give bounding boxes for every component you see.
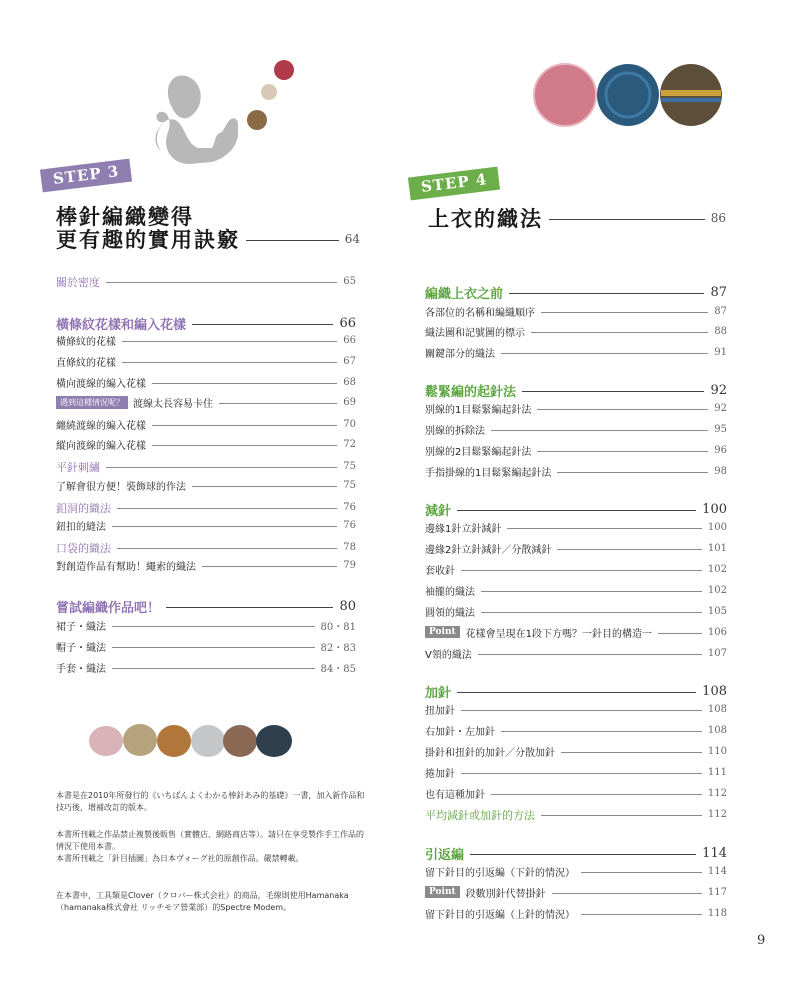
toc-label: 各部位的名稱和編織順序 xyxy=(425,307,535,319)
step3-title-row[interactable] xyxy=(56,226,360,252)
toc-entry[interactable] xyxy=(425,646,727,660)
point-badge: Point xyxy=(425,886,460,898)
toc-page-number: 102 xyxy=(707,584,727,596)
leader-line xyxy=(112,626,315,627)
step3-title-line2: 更有趣的實用訣竅 xyxy=(56,228,240,252)
toc-label: 圓領的織法 xyxy=(425,607,475,619)
toc-entry[interactable] xyxy=(56,518,356,532)
toc-page-number: 112 xyxy=(707,809,727,820)
toc-label: 手指掛線的1目鬆緊編起針法 xyxy=(425,467,552,479)
toc-entry[interactable] xyxy=(425,786,727,800)
toc-subsection[interactable] xyxy=(425,807,727,822)
toc-label: 別線的1目鬆緊編起針法 xyxy=(425,404,532,416)
toc-subsection[interactable] xyxy=(56,500,356,515)
leader-line xyxy=(531,332,708,333)
toc-label: 套收針 xyxy=(425,565,455,577)
toc-entry[interactable] xyxy=(425,304,727,318)
leader-line xyxy=(581,872,702,873)
toc-subsection[interactable] xyxy=(56,274,356,289)
toc-page-number: 75 xyxy=(343,461,356,472)
toc-label: 釦洞的織法 xyxy=(56,501,111,515)
toc-page-number: 100 xyxy=(707,521,727,533)
toc-page-number: 108 xyxy=(707,724,727,736)
toc-label: 編織上衣之前 xyxy=(425,286,504,302)
toc-section[interactable] xyxy=(425,844,727,862)
toc-page-number: 67 xyxy=(343,355,356,367)
toc-section[interactable] xyxy=(56,597,356,615)
toc-label: 留下針目的引返編（下針的情況） xyxy=(425,867,575,879)
toc-label: 織法圖和記號圖的標示 xyxy=(425,327,525,339)
toc-entry[interactable] xyxy=(56,375,356,389)
toc-entry[interactable] xyxy=(425,541,727,555)
toc-entry[interactable] xyxy=(56,333,356,347)
toc-label: 手套・織法 xyxy=(56,663,106,675)
toc-page-number: 98 xyxy=(714,465,727,477)
toc-label: 邊緣1針立針減針 xyxy=(425,523,502,535)
squirrel-icon xyxy=(155,75,238,164)
toc-page-number: 75 xyxy=(343,479,356,491)
toc-label: 平均減針或加針的方法 xyxy=(425,808,535,822)
leader-line xyxy=(457,692,696,693)
toc-label: 橫條紋花樣和編入花樣 xyxy=(56,317,187,333)
toc-page-number: 84・85 xyxy=(320,663,356,675)
toc-label: V領的織法 xyxy=(425,649,472,661)
toc-page-number: 111 xyxy=(707,766,727,778)
leader-line xyxy=(537,409,708,410)
note-revision: 本書是在2010年所發行的《いちばんよくわかる棒針あみ的基礎》一書，加入新作品和技巧後，增補改訂的版本。 xyxy=(56,791,365,812)
toc-page-number: 82・83 xyxy=(320,642,356,654)
toc-label: 加針 xyxy=(425,685,452,701)
toc-page-number: 88 xyxy=(714,325,727,337)
toc-page-number: 80・81 xyxy=(320,621,356,633)
step4-tag: STEP 4 xyxy=(408,167,501,201)
toc-entry[interactable] xyxy=(425,723,727,737)
note-materials: 在本書中，工具類是Clover（クロバー株式会社）的商品，毛線則使用Hamanaka（hamanaka株式會社 リッチモア營業部）的Spectre Modem。 xyxy=(56,891,349,912)
toc-page-number: 80 xyxy=(339,598,356,614)
page-number: 9 xyxy=(757,933,766,948)
toc-label: 花樣會呈現在1段下方嗎？一針目的構造一 xyxy=(465,628,653,640)
leader-line xyxy=(537,451,708,452)
leader-line xyxy=(461,773,702,774)
toc-label: 引返編 xyxy=(425,847,465,863)
leader-line xyxy=(509,293,704,294)
leader-line xyxy=(112,668,315,669)
toc-entry[interactable] xyxy=(425,885,727,899)
toc-entry[interactable] xyxy=(425,324,727,338)
toc-page-number: 78 xyxy=(343,542,356,553)
toc-entry[interactable] xyxy=(425,443,727,457)
leader-line xyxy=(117,508,337,509)
toc-label: 扭加針 xyxy=(425,705,455,717)
toc-label: 右加針・左加針 xyxy=(425,726,495,738)
step3-title-line1: 棒針編織變得 xyxy=(56,205,194,229)
toc-label: 關於密度 xyxy=(56,275,100,289)
toc-label: 也有這種加針 xyxy=(425,789,485,801)
toc-page-number: 72 xyxy=(343,438,356,450)
toc-label: 橫條紋的花樣 xyxy=(56,336,116,348)
toc-label: 留下針目的引返編（上針的情況） xyxy=(425,909,575,921)
leader-line xyxy=(112,526,337,527)
toc-entry[interactable] xyxy=(425,906,727,920)
leader-line xyxy=(117,548,337,549)
toc-entry[interactable] xyxy=(56,417,356,431)
toc-page-number: 76 xyxy=(343,519,356,531)
toc-entry[interactable] xyxy=(425,625,727,639)
toc-entry[interactable] xyxy=(56,478,356,492)
toc-entry[interactable] xyxy=(56,437,356,451)
toc-entry[interactable] xyxy=(56,639,356,653)
leader-line xyxy=(481,612,702,613)
leader-line xyxy=(481,591,702,592)
leader-line xyxy=(549,219,705,220)
squirrel-and-pompoms xyxy=(150,52,310,172)
leader-line xyxy=(557,549,702,550)
toc-page-number: 105 xyxy=(707,605,727,617)
toc-page-number: 79 xyxy=(343,559,356,571)
toc-page-number: 68 xyxy=(343,376,356,388)
toc-label: 邊緣2針立針減針／分散減針 xyxy=(425,544,552,556)
toc-page-number: 66 xyxy=(343,334,356,346)
toc-label: 鈕扣的縫法 xyxy=(56,521,106,533)
situation-badge: 遇到這種情況呢？ xyxy=(56,396,128,409)
leader-line xyxy=(501,731,702,732)
toc-entry[interactable] xyxy=(425,604,727,618)
leader-line xyxy=(106,467,337,468)
toc-label: 對創造作品有幫助！繩索的織法 xyxy=(56,561,196,573)
toc-page-number: 96 xyxy=(714,444,727,456)
toc-page-number: 65 xyxy=(343,276,356,287)
leader-line xyxy=(552,893,702,894)
point-badge: Point xyxy=(425,626,460,638)
leader-line xyxy=(491,794,702,795)
leader-line xyxy=(152,445,337,446)
toc-entry[interactable] xyxy=(425,345,727,359)
toc-entry[interactable] xyxy=(425,583,727,597)
toc-label: 嘗試編織作品吧！ xyxy=(56,600,161,616)
toc-label: 渡線太長容易卡住 xyxy=(133,398,213,410)
toc-page-number: 114 xyxy=(707,865,727,877)
leader-line xyxy=(152,383,337,384)
toc-section[interactable] xyxy=(425,283,727,301)
leader-line xyxy=(461,570,702,571)
step4-title-row[interactable] xyxy=(428,204,726,232)
toc-label: 段數別針代替掛針 xyxy=(465,888,546,900)
toc-section[interactable] xyxy=(56,314,356,332)
toc-label: 了解會很方便！裝飾球的作法 xyxy=(56,481,186,493)
toc-subsection[interactable] xyxy=(56,540,356,555)
toc-label: 平針刺繡 xyxy=(56,460,100,474)
toc-page-number: 112 xyxy=(707,787,727,799)
toc-label: 縱向渡線的編入花樣 xyxy=(56,440,146,452)
pompom-red xyxy=(274,60,294,80)
toc-label: 別線的2目鬆緊編起針法 xyxy=(425,446,532,458)
leader-line xyxy=(541,815,702,816)
leader-line xyxy=(152,425,337,426)
leader-line xyxy=(561,752,702,753)
leader-line xyxy=(470,854,696,855)
toc-entry[interactable] xyxy=(56,354,356,368)
leader-line xyxy=(219,403,337,404)
leader-line xyxy=(541,312,708,313)
toc-page-number: 87 xyxy=(714,305,727,317)
toc-section[interactable] xyxy=(425,682,727,700)
toc-label: 掛針和扭針的加針／分散加針 xyxy=(425,747,555,759)
leader-line xyxy=(192,486,337,487)
toc-label: 橫向渡線的編入花樣 xyxy=(56,378,146,390)
toc-page-number: 107 xyxy=(707,647,727,659)
toc-entry[interactable] xyxy=(425,562,727,576)
toc-label: 減針 xyxy=(425,503,452,519)
leader-line xyxy=(507,528,702,529)
toc-page-number: 95 xyxy=(714,423,727,435)
toc-page-number: 76 xyxy=(343,502,356,513)
leader-line xyxy=(122,362,337,363)
toc-entry[interactable] xyxy=(56,618,356,632)
toc-page-number: 114 xyxy=(702,845,727,861)
toc-page-number: 70 xyxy=(343,418,356,430)
leader-line xyxy=(501,353,708,354)
step3-title-page: 64 xyxy=(344,232,360,246)
toc-entry[interactable] xyxy=(425,422,727,436)
leader-line xyxy=(106,282,337,283)
toc-entry[interactable] xyxy=(56,395,356,409)
leader-line xyxy=(658,633,702,634)
toc-label: 裙子・織法 xyxy=(56,621,106,633)
leader-line xyxy=(457,510,696,511)
leader-line xyxy=(246,240,339,241)
toc-label: 帽子・織法 xyxy=(56,642,106,654)
toc-page-number: 102 xyxy=(707,563,727,575)
toc-entry[interactable] xyxy=(56,558,356,572)
toc-subsection[interactable] xyxy=(56,459,356,474)
note-illustrations: 本書所刊載之「針目插圖」為日本ヴォーグ社的原創作品。嚴禁轉載。 xyxy=(56,854,304,863)
note-copyright: 本書所刊載之作品禁止複製後販售（實體店、網路商店等）。請只在享受製作手工作品的情況下使用本書。 xyxy=(56,830,364,851)
toc-label: 鬆緊編的起針法 xyxy=(425,384,517,400)
toc-entry[interactable] xyxy=(425,702,727,716)
toc-page-number: 91 xyxy=(714,346,727,358)
toc-page-number: 117 xyxy=(707,886,727,898)
leader-line xyxy=(192,324,333,325)
toc-label: 口袋的織法 xyxy=(56,541,111,555)
leader-line xyxy=(478,654,702,655)
toc-page-number: 100 xyxy=(702,501,727,517)
step4-title: 上衣的織法 xyxy=(428,207,543,231)
leader-line xyxy=(202,566,337,567)
toc-entry[interactable] xyxy=(425,401,727,415)
toc-page-number: 92 xyxy=(714,402,727,414)
toc-page-number: 110 xyxy=(707,745,727,757)
yarn-balls xyxy=(88,722,308,760)
toc-section[interactable] xyxy=(425,500,727,518)
leader-line xyxy=(166,607,333,608)
toc-label: 別線的拆除法 xyxy=(425,425,485,437)
toc-page-number: 108 xyxy=(702,683,727,699)
step4-title-page: 86 xyxy=(710,211,726,225)
leader-line xyxy=(112,647,315,648)
leader-line xyxy=(491,430,708,431)
pompom-beige xyxy=(261,84,277,100)
toc-page-number: 108 xyxy=(707,703,727,715)
toc-entry[interactable] xyxy=(425,464,727,478)
toc-label: 直條紋的花樣 xyxy=(56,357,116,369)
step3-tag: STEP 3 xyxy=(40,159,133,193)
toc-entry[interactable] xyxy=(425,744,727,758)
knit-swatch-photos xyxy=(533,62,723,128)
toc-page-number: 106 xyxy=(707,626,727,638)
toc-label: 袖攏的織法 xyxy=(425,586,475,598)
toc-page-number: 101 xyxy=(707,542,727,554)
toc-page-number: 69 xyxy=(343,396,356,408)
toc-entry[interactable] xyxy=(56,660,356,674)
toc-page-number: 87 xyxy=(710,284,727,300)
toc-entry[interactable] xyxy=(425,864,727,878)
toc-page-number: 66 xyxy=(339,315,356,331)
leader-line xyxy=(522,391,704,392)
pompom-tan xyxy=(247,110,267,130)
toc-label: 關鍵部分的織法 xyxy=(425,348,495,360)
toc-section[interactable] xyxy=(425,381,727,399)
toc-label: 纏繞渡線的編入花樣 xyxy=(56,420,146,432)
leader-line xyxy=(557,472,708,473)
toc-label: 捲加針 xyxy=(425,768,455,780)
toc-page-number: 118 xyxy=(707,907,727,919)
leader-line xyxy=(122,341,337,342)
leader-line xyxy=(581,914,702,915)
toc-entry[interactable] xyxy=(425,520,727,534)
leader-line xyxy=(461,710,702,711)
toc-entry[interactable] xyxy=(425,765,727,779)
toc-page-number: 92 xyxy=(710,382,727,398)
